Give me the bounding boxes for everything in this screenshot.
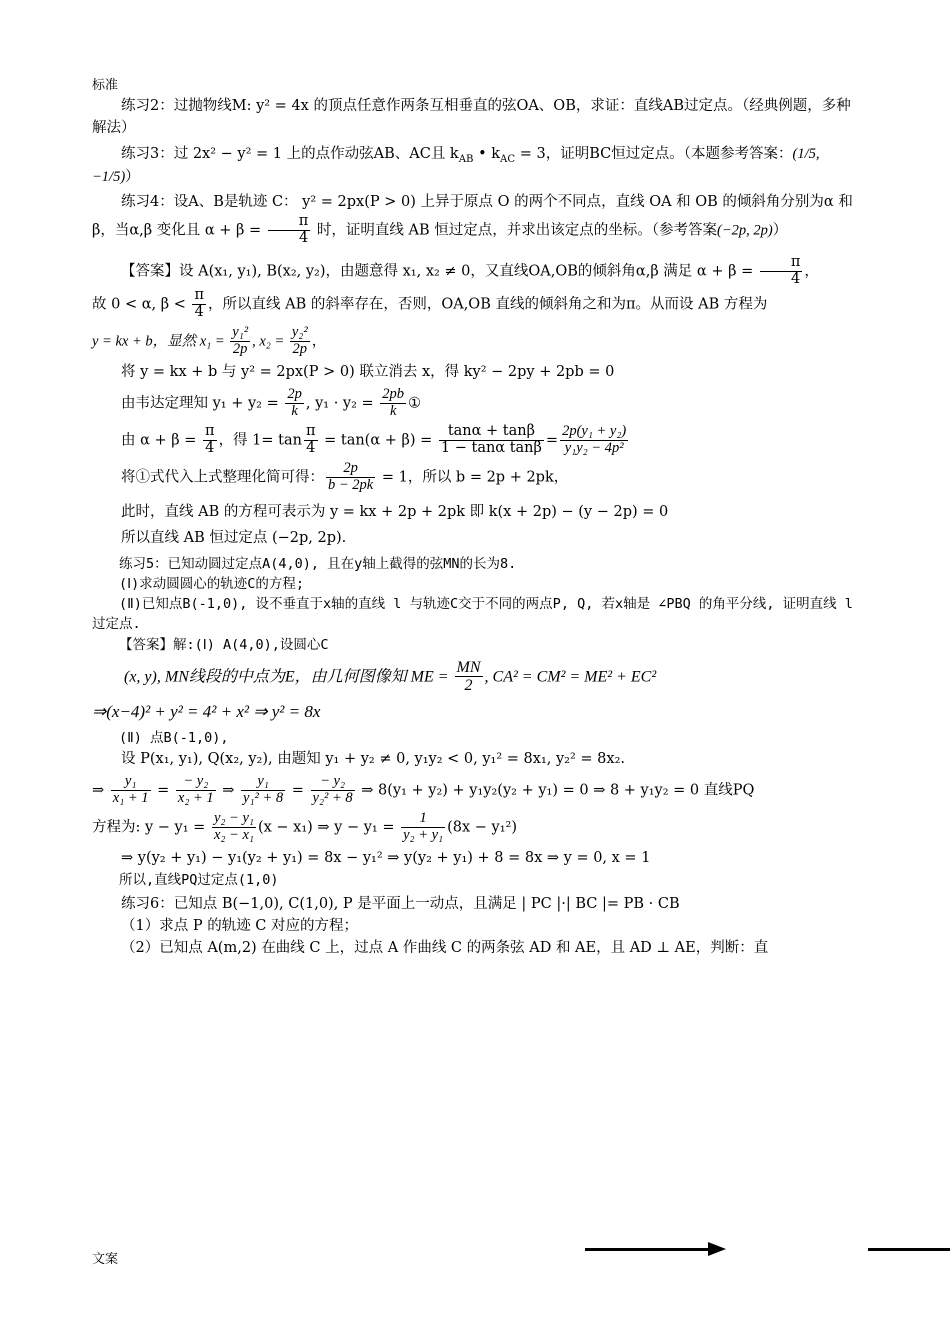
fraction-denominator: 4: [790, 270, 801, 287]
fraction-numerator: y₁: [241, 774, 285, 791]
answer-text-5a: 由韦达定理知 y₁ + y₂ =: [121, 395, 284, 412]
solution-text-7a: 方程为: y − y₁ =: [92, 819, 210, 836]
page-header: 标准: [92, 78, 119, 93]
solution-5-line-5: 设 P(x₁, y₁), Q(x₂, y₂), 由题知 y₁ + y₂ ≠ 0, y₁y₂ < 0, y₁² = 8x₁, y₂² = 8x₂.: [121, 750, 625, 767]
fraction-numerator: π: [194, 286, 204, 303]
answer-line-7: [92, 461, 862, 494]
ex4-answer: (−2p, 2p): [717, 222, 773, 239]
solution-arrow: ⇒: [217, 782, 240, 799]
pi-over-4-fraction: [760, 255, 803, 288]
solution-5-line-9: 所以,直线PQ过定点(1,0): [119, 871, 279, 888]
answer-text-3b: , x₂ =: [252, 333, 288, 350]
fraction-denominator: x₂ + 1: [177, 790, 214, 807]
solution-equals: =: [152, 782, 174, 799]
ex3-close: ）: [125, 168, 140, 185]
answer-line-4: 将 y = kx + b 与 y² = 2px(P > 0) 联立消去 x，得 ky² − 2py + 2pb = 0: [121, 363, 615, 380]
mn-half-fraction: [455, 659, 483, 695]
fraction-denominator: 4: [306, 440, 316, 457]
pi-over-4-fraction: [192, 288, 206, 321]
product-fraction: [380, 387, 406, 420]
answer-text-3c: ，: [311, 333, 327, 350]
exercise-6: 练习6：已知点 B(−1,0), C(1,0), P 是平面上一动点，且满足 | PC |·| BC |= PB · CB: [121, 896, 680, 913]
slope-fraction-4: [311, 774, 355, 807]
answer-line-9: 所以直线 AB 恒过定点 (−2p, 2p).: [121, 529, 347, 546]
solution-text-7b: (x − x₁) ⇒ y − y₁ =: [257, 819, 400, 836]
solution-5-line-4: (Ⅱ) 点B(-1,0),: [119, 730, 229, 747]
tan-sum-fraction: [439, 424, 544, 457]
answer-text-6b: ，得 1= tan: [218, 432, 302, 449]
fraction-denominator: x₁ + 1: [112, 790, 149, 807]
exercise-5-part-2: (Ⅱ)已知点B(-1,0), 设不垂直于x轴的直线 l 与轨迹C交于不同的两点P, Q, 若x轴是 ∠PBQ 的角平分线, 证明直线 l 过定点.: [92, 596, 853, 633]
ex3-sub-ab: AB: [458, 153, 474, 165]
solution-text-6e: ⇒ 8(y₁ + y₂) + y₁y₂(y₂ + y₁) = 0 ⇒ 8 + y₁y₂ = 0 直线PQ: [356, 782, 755, 799]
exercise-6-part-2: （2）已知点 A(m,2) 在曲线 C 上，过点 A 作曲线 C 的两条弦 AD 和 AE，且 AD ⊥ AE，判断：直: [121, 939, 769, 956]
solution-5-line-3: ⇒(x−4)² + y² = 4² + x² ⇒ y² = 8x: [92, 701, 321, 721]
pi-over-4-fraction: [304, 424, 318, 457]
solution-equals: =: [287, 782, 309, 799]
answer-comma: ，: [804, 263, 819, 280]
ex3-sub-ac: AC: [500, 153, 516, 165]
fraction-numerator: y₂ − y₁: [213, 810, 254, 827]
solution-text-2a: (x, y), MN线段的中点为E，由几何图像知 ME =: [124, 668, 453, 686]
fraction-numerator: − y₂: [311, 774, 355, 791]
ex3-text-e: = 3，证明BC恒过定点。（本题参考答案：: [515, 145, 793, 162]
page-footer: 文案: [92, 1252, 119, 1267]
fraction-numerator: y₂²: [291, 323, 308, 340]
exercise-5-part-1: (Ⅰ)求动圆圆心的轨迹C的方程;: [119, 575, 304, 592]
answer-text-2b: ，所以直线 AB 的斜率存在，否则，OA,OB 直线的倾斜角之和为π。从而设 AB 方程为: [208, 296, 768, 313]
fraction-numerator: 2p: [287, 386, 302, 403]
answer-line-1: [92, 255, 862, 288]
fraction-denominator: y₁² + 8: [243, 790, 284, 807]
ex4-text-a: 练习4：设A、B是轨迹 C： y² = 2px(P > 0) 上异于原点 O 的两个不同点，直线 OA 和 OB 的倾斜角分别为α 和β，当α,β 变化且 α + β =: [92, 194, 853, 239]
fraction-denominator: 4: [194, 303, 204, 320]
fraction-numerator: π: [305, 423, 316, 440]
fraction-numerator: π: [205, 423, 215, 440]
answer-text-7b: = 1，所以 b = 2p + 2pk，: [377, 469, 569, 486]
fraction-numerator: π: [760, 255, 803, 272]
answer-line-6: 由 α + β = $\frac{\pi}{4}$ ，得 1= tan $\frac{\pi}{4}$ = tan(α + β) = $\frac{\tan\alpha + \tan\beta}{\text{1 − tanα tanβ}}$ = $\frac{\text{2p(y₁ + y₂)}}{\text{y₁y₂ − 4p²}}$: [121, 423, 627, 457]
x1-fraction: [230, 325, 250, 358]
answer-line-8: 此时，直线 AB 的方程可表示为 y = kx + 2p + 2pk 即 k(x + 2p) − (y − 2p) = 0: [121, 504, 669, 520]
fraction-denominator: 4: [298, 230, 309, 247]
answer-line-3: [92, 325, 862, 358]
ex3-text-a: 练习3：过 2x² − y² = 1 上的点作动弦AB、AC且 k: [121, 145, 459, 162]
footer-rule: [868, 1248, 950, 1251]
ex4-close: ）: [772, 222, 788, 239]
fraction-denominator: 4: [205, 440, 215, 457]
answer-text-2a: 故 0 < α, β <: [92, 296, 191, 313]
line-slope-fraction: [212, 811, 256, 844]
answer-text-6a: 由 α + β =: [121, 432, 202, 449]
fraction-numerator: − y₂: [176, 774, 216, 791]
ex3-text-c: • k: [473, 145, 501, 162]
exercise-5: 练习5：已知动圆过定点A(4,0), 且在y轴上截得的弦MN的长为8.: [119, 555, 517, 572]
document-body: [92, 96, 862, 959]
answer-text-6c: = tan(α + β) =: [319, 432, 437, 449]
next-page-arrow: [585, 1248, 710, 1251]
fraction-denominator: 2: [464, 677, 473, 695]
slope-fraction-2: [176, 774, 216, 807]
fraction-denominator: 2p: [292, 340, 308, 357]
fraction-numerator: 1: [401, 811, 445, 828]
exercise-4: [92, 192, 862, 247]
ex3-answer: (1/5, −1/5): [92, 145, 820, 185]
circled-one: ①: [408, 395, 422, 412]
solution-5-line-8: ⇒ y(y₂ + y₁) − y₁(y₂ + y₁) = 8x − y₁² ⇒ y(y₂ + y₁) + 8 = 8x ⇒ y = 0, x = 1: [121, 850, 651, 867]
fraction-numerator: tanα + tanβ: [439, 424, 544, 441]
solution-5-line-2: [92, 659, 862, 695]
fraction-numerator: π: [268, 214, 311, 231]
reciprocal-fraction: [401, 811, 445, 844]
solution-5-line-6: [92, 774, 862, 807]
solution-text-2b: , CA² = CM² = ME² + EC²: [484, 668, 657, 686]
pi-over-4-fraction: [203, 424, 217, 457]
x2-fraction: [290, 325, 310, 358]
fraction-numerator: 2pb: [382, 386, 405, 403]
fraction-denominator: k: [291, 403, 298, 420]
sum-fraction: [285, 387, 304, 420]
slope-fraction-3: [241, 774, 285, 807]
fraction-denominator: 2p: [232, 340, 248, 357]
answer-text-1: 【答案】设 A(x₁, y₁), B(x₂, y₂)，由题意得 x₁, x₂ ≠ 0，又直线OA,OB的倾斜角α,β 满足 α + β =: [121, 263, 758, 280]
answer-text-3a: y = kx + b，显然 x₁ =: [92, 333, 229, 350]
fraction-numerator: y₁: [111, 774, 151, 791]
answer-line-2: [92, 288, 862, 321]
vieta-fraction: [560, 424, 628, 457]
exercise-3: [92, 144, 862, 189]
simplified-fraction: [326, 461, 375, 494]
arrow-right-icon: [708, 1242, 726, 1256]
solution-5-line-1: 【答案】解:(Ⅰ) A(4,0),设圆心C: [119, 636, 329, 653]
exercise-6-part-1: （1）求点 P 的轨迹 C 对应的方程；: [121, 917, 359, 934]
answer-line-5: [92, 387, 862, 420]
ex4-text-d: 时，证明直线 AB 恒过定点，并求出该定点的坐标。（参考答案: [312, 222, 718, 239]
fraction-denominator: b − 2pk: [328, 477, 374, 494]
fraction-denominator: 1 − tanα tanβ: [440, 440, 542, 457]
fraction-denominator: k: [389, 403, 397, 420]
answer-text-7a: 将①式代入上式整理化简可得：: [121, 469, 324, 486]
fraction-numerator: y₁²: [232, 323, 249, 340]
fraction-denominator: x₂ − x₁: [213, 827, 254, 844]
pi-over-4-fraction: [268, 214, 311, 247]
fraction-denominator: y₂² + 8: [312, 790, 353, 807]
solution-5-line-7: [92, 811, 862, 844]
exercise-2: 练习2：过抛物线M: y² = 4x 的顶点任意作两条互相垂直的弦OA、OB，求证：直线AB过定点。（经典例题，多种解法）: [92, 98, 851, 136]
fraction-denominator: y₂ + y₁: [403, 827, 444, 844]
solution-text-7c: (8x − y₁²): [447, 819, 517, 836]
slope-fraction-1: [111, 774, 151, 807]
answer-text-5b: , y₁ · y₂ =: [305, 395, 379, 412]
fraction-numerator: 2p: [326, 461, 375, 478]
fraction-denominator: y₁y₂ − 4p²: [564, 440, 624, 457]
solution-arrow: ⇒: [92, 782, 109, 799]
fraction-numerator: MN: [456, 658, 481, 676]
fraction-numerator: 2p(y₁ + y₂): [562, 423, 627, 440]
